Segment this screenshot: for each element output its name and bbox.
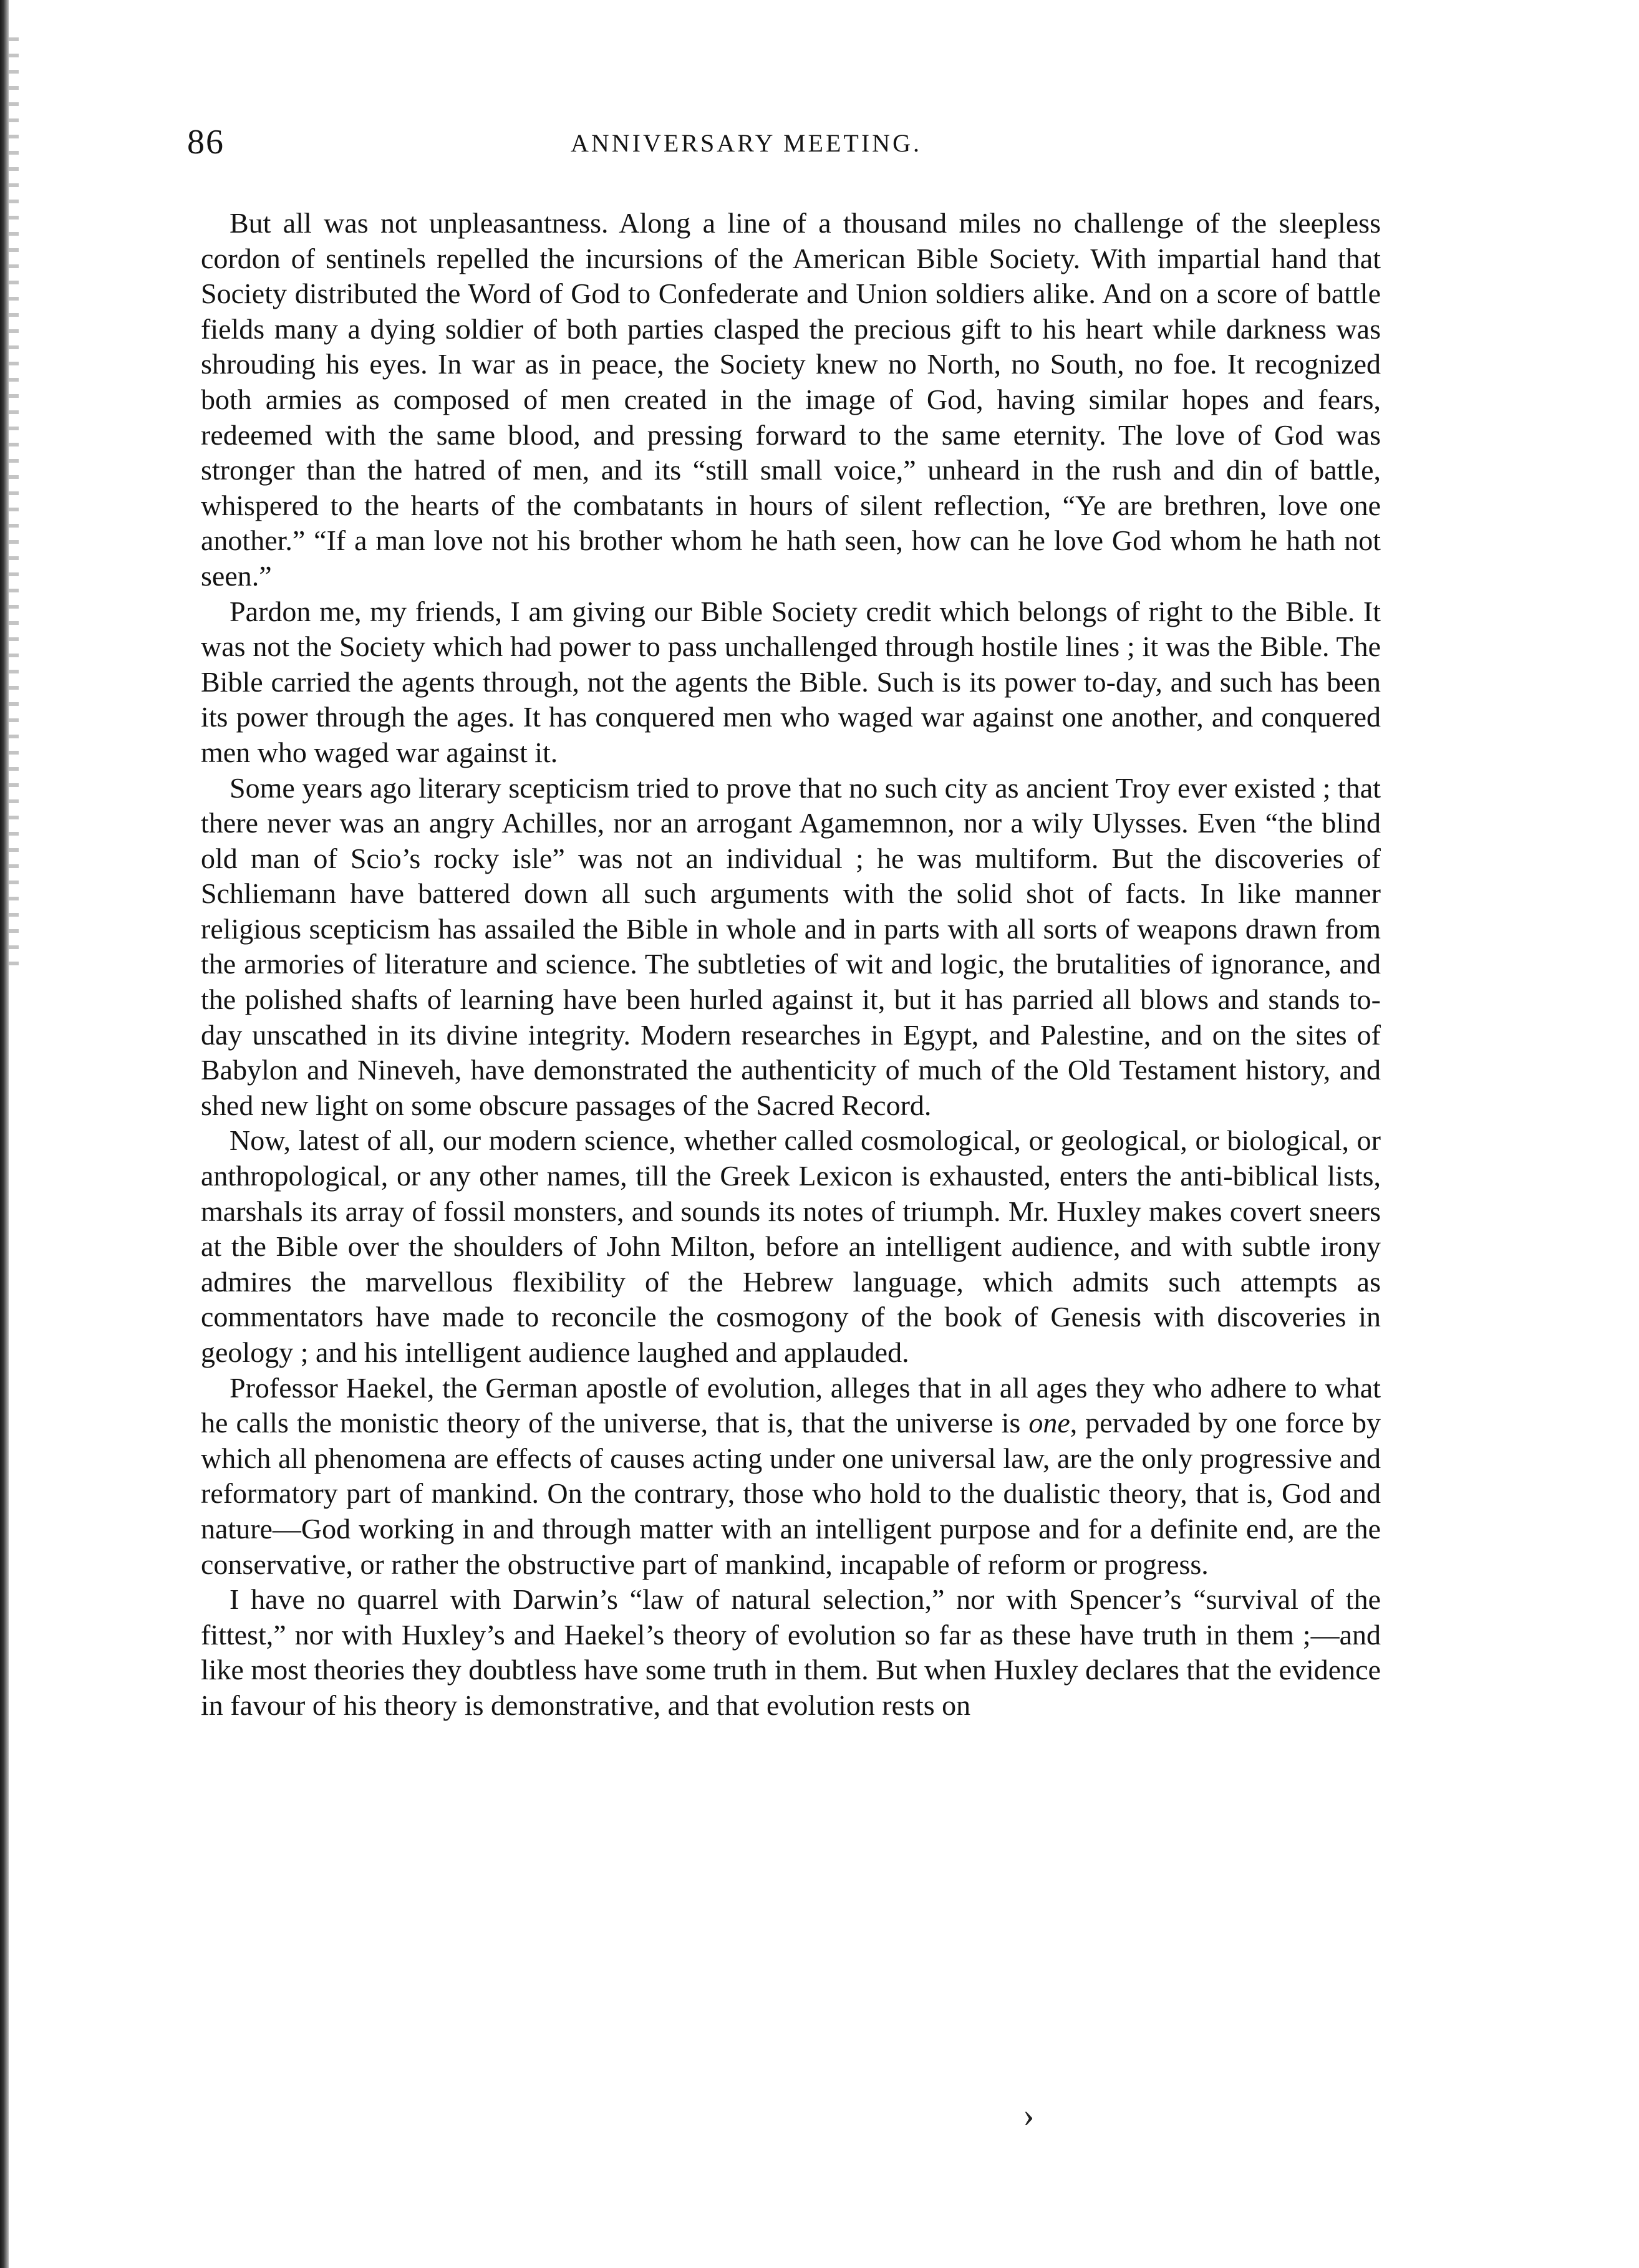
paragraph: Pardon me, my friends, I am giving our Bible Society credit which belongs of right to the Bible. It was not the Society which had power to pass unchallenged through hostile lines ; it was the Bible. The Bible carried the agents through, not the agents the Bible. Such is its power to-day, and such has been its power through the ages. It has conquered men who waged war against one another, and conquered men who waged war against it. (201, 595, 1381, 768)
paragraph: Now, latest of all, our modern science, whether called cosmological, or geological, or biological, or anthropological, or any other names, till the Greek Lexicon is exhausted, enters the anti-biblical lists, marshals its array of fossil monsters, and sounds its notes of triumph. Mr. Huxley makes covert sneers at the Bible over the shoulders of John Milton, before an intelligent audience, and with subtle irony admires the marvellous flexibility of the Hebrew language, which admits such attempts as commentators have made to reconcile the cosmogony of the book of Genesis with discoveries in geology ; and his intelligent audience laughed and applauded. (201, 1124, 1381, 1368)
body-text (201, 206, 1381, 1724)
paragraph: I have no quarrel with Darwin’s “law of natural selection,” nor with Spencer’s “survival of the fittest,” nor with Huxley’s and Haekel’s theory of evolution so far as these have truth in them ;—and like most theories they doubtless have some truth in them. But when Huxley declares that the evidence in favour of his theory is demonstrative, and that evolution rests on (201, 1583, 1381, 1721)
catchword-mark: › (1023, 2096, 1035, 2135)
binding-marks (9, 37, 19, 973)
paragraph: But all was not unpleasantness. Along a line of a thousand miles no challenge of the sleepless cordon of sentinels repelled the incursions of the American Bible Society. With impartial hand that Society distributed the Word of God to Confederate and Union soldiers alike. And on a score of battle fields many a dying soldier of both parties clasped the precious gift to his heart while darkness was shrouding his eyes. In war as in peace, the Society knew no North, no South, no foe. It recognized both armies as composed of men created in the image of God, having similar hopes and fears, redeemed with the same blood, and pressing forward to the same eternity. The love of God was stronger than the hatred of men, and its “still small voice,” unheard in the rush and din of battle, whispered to the hearts of the combatants in hours of silent reflection, “Ye are brethren, love one another.” “If a man love not his brother whom he hath seen, how can he love God whom he hath not seen.” (201, 207, 1381, 592)
paragraph: Some years ago literary scepticism tried to prove that no such city as ancient Troy ever existed ; that there never was an angry Achilles, nor an arrogant Agamemnon, nor a wily Ulysses. Even “the blind old man of Scio’s rocky isle” was not an individual ; he was multiform. But the discoveries of Schliemann have battered down all such arguments with the solid shot of facts. In like manner religious scepticism has assailed the Bible in whole and in parts with all sorts of weapons drawn from the armories of literature and science. The subtleties of wit and logic, the brutalities of ignorance, and the polished shafts of learning have been hurled against it, but it has parried all blows and stands to-day unscathed in its divine integrity. Modern researches in Egypt, and Palestine, and on the sites of Babylon and Nineveh, have demonstrated the authenticity of much of the Old Testament history, and shed new light on some obscure passages of the Sacred Record. (201, 771, 1381, 1121)
running-head: ANNIVERSARY MEETING. (571, 129, 922, 157)
paragraph (201, 1371, 1381, 1583)
emphasis-text: one (1028, 1407, 1070, 1439)
page-header (187, 122, 1403, 178)
paragraph-text: , pervaded by one force by which all phenomena are effects of causes acting under one universal law, are the only progressive and reformatory part of mankind. On the contrary, those who hold to the dualistic theory, that is, God and nature—God working in and through matter with an intelligent purpose and for a definite end, are the conservative, or rather the obstructive part of mankind, incapable of reform or progress. (201, 1407, 1381, 1580)
paragraph-text: Professor Haekel, the German apostle of evolution, alleges that in all ages they who adhere to what he calls the monistic theory of the universe, that is, that the universe is (201, 1371, 1381, 1439)
binding-edge (0, 0, 9, 2268)
page-number: 86 (187, 123, 225, 162)
